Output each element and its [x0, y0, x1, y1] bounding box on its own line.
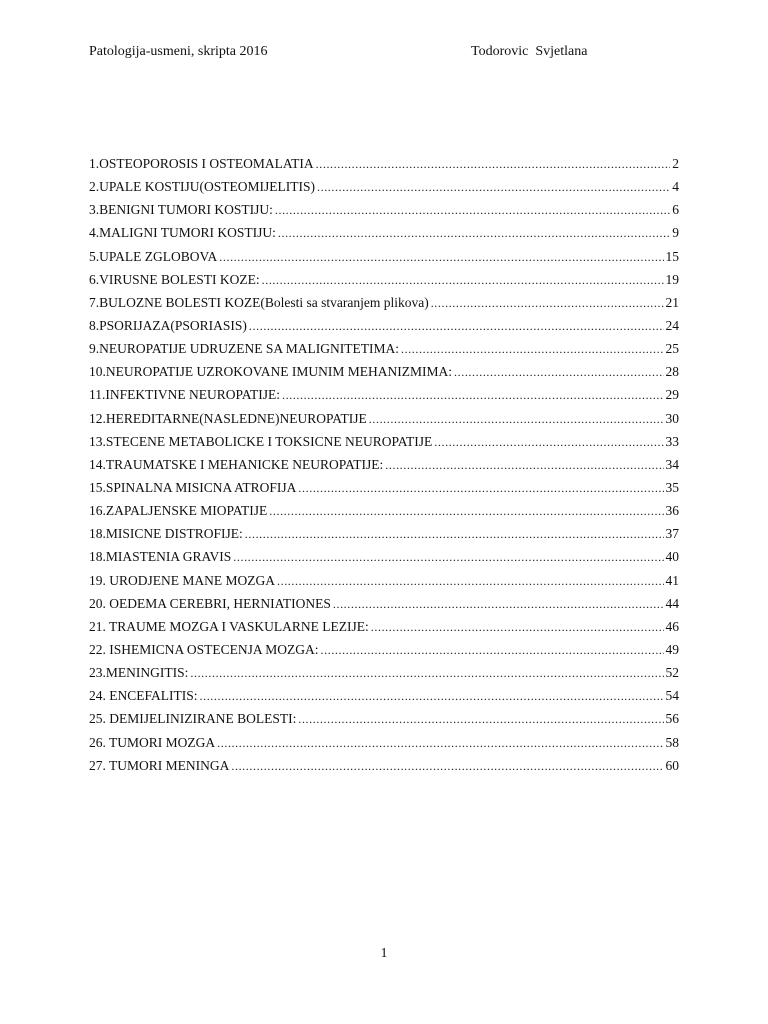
toc-entry-page: 40 — [665, 549, 679, 565]
toc-entry-page: 54 — [665, 688, 679, 704]
toc-entry[interactable] — [89, 596, 679, 619]
toc-entry[interactable] — [89, 387, 679, 410]
toc-dot-leader — [233, 549, 663, 565]
toc-dot-leader — [431, 295, 664, 311]
toc-entry-page: 36 — [665, 503, 679, 519]
toc-entry-title: 8.PSORIJAZA(PSORIASIS) — [89, 317, 247, 333]
toc-entry-title: 27. TUMORI MENINGA — [89, 757, 230, 773]
toc-dot-leader — [454, 364, 663, 380]
toc-entry-title: 9.NEUROPATIJE UDRUZENE SA MALIGNITETIMA: — [89, 341, 399, 357]
toc-entry[interactable] — [89, 457, 679, 480]
toc-entry-page: 4 — [672, 179, 679, 195]
toc-dot-leader — [249, 318, 664, 334]
toc-entry[interactable] — [89, 711, 679, 734]
toc-entry[interactable] — [89, 573, 679, 596]
toc-entry[interactable] — [89, 480, 679, 503]
toc-entry-page: 9 — [672, 225, 679, 241]
toc-entry-page: 30 — [665, 410, 679, 426]
toc-entry[interactable] — [89, 295, 679, 318]
toc-dot-leader — [275, 202, 670, 218]
toc-entry-page: 49 — [665, 641, 679, 657]
toc-entry-page: 28 — [665, 364, 679, 380]
toc-entry-title: 7.BULOZNE BOLESTI KOZE(Bolesti sa stvaranjem plikova) — [89, 294, 429, 310]
toc-entry-title: 5.UPALE ZGLOBOVA — [89, 248, 218, 264]
toc-entry-page: 19 — [665, 271, 679, 287]
page-header — [89, 44, 609, 64]
toc-entry-page: 46 — [665, 618, 679, 634]
toc-entry-title: 23.MENINGITIS: — [89, 665, 189, 681]
toc-entry[interactable] — [89, 318, 679, 341]
toc-entry[interactable] — [89, 735, 679, 758]
toc-entry-title: 26. TUMORI MOZGA — [89, 734, 216, 750]
toc-dot-leader — [434, 434, 663, 450]
toc-entry[interactable] — [89, 642, 679, 665]
toc-dot-leader — [219, 249, 663, 265]
toc-entry-title: 14.TRAUMATSKE I MEHANICKE NEUROPATIJE: — [89, 456, 384, 472]
toc-entry[interactable] — [89, 665, 679, 688]
toc-entry[interactable] — [89, 341, 679, 364]
toc-entry[interactable] — [89, 225, 679, 248]
toc-dot-leader — [316, 156, 671, 172]
toc-entry[interactable] — [89, 202, 679, 225]
toc-dot-leader — [282, 387, 664, 403]
toc-entry-page: 37 — [665, 526, 679, 542]
toc-entry-page: 2 — [672, 156, 679, 171]
toc-entry-page: 52 — [665, 665, 679, 681]
toc-entry-title: 24. ENCEFALITIS: — [89, 688, 198, 704]
toc-dot-leader — [277, 573, 664, 589]
toc-entry-page: 29 — [665, 387, 679, 403]
toc-entry[interactable] — [89, 619, 679, 642]
toc-dot-leader — [317, 179, 670, 195]
toc-entry-title: 25. DEMIJELINIZIRANE BOLESTI: — [89, 711, 297, 727]
toc-dot-leader — [200, 688, 664, 704]
toc-entry-title: 11.INFEKTIVNE NEUROPATIJE: — [89, 387, 280, 403]
toc-dot-leader — [321, 642, 664, 658]
toc-entry-page: 41 — [665, 572, 679, 588]
toc-entry[interactable] — [89, 526, 679, 549]
toc-entry-title: 4.MALIGNI TUMORI KOSTIJU: — [89, 225, 276, 241]
toc-entry-page: 24 — [665, 317, 679, 333]
toc-dot-leader — [217, 735, 663, 751]
toc-dot-leader — [333, 596, 664, 612]
toc-entry[interactable] — [89, 364, 679, 387]
toc-entry[interactable] — [89, 179, 679, 202]
toc-entry-title: 20. OEDEMA CEREBRI, HERNIATIONES — [89, 595, 331, 611]
toc-entry-title: 10.NEUROPATIJE UZROKOVANE IMUNIM MEHANIZMIMA: — [89, 364, 453, 380]
toc-entry-title: 13.STECENE METABOLICKE I TOKSICNE NEUROPATIJE — [89, 433, 433, 449]
toc-dot-leader — [278, 225, 670, 241]
page-number: 1 — [380, 946, 388, 961]
toc-dot-leader — [298, 711, 663, 727]
toc-dot-leader — [245, 526, 664, 542]
toc-entry[interactable] — [89, 156, 679, 179]
toc-entry-title: 16.ZAPALJENSKE MIOPATIJE — [89, 503, 268, 519]
document-title: Patologija-usmeni, skripta 2016 — [89, 44, 268, 59]
toc-entry-page: 6 — [672, 202, 679, 218]
toc-entry-page: 35 — [665, 479, 679, 495]
toc-entry[interactable] — [89, 503, 679, 526]
toc-entry-title: 6.VIRUSNE BOLESTI KOZE: — [89, 271, 260, 287]
toc-dot-leader — [371, 619, 664, 635]
toc-entry-title: 21. TRAUME MOZGA I VASKULARNE LEZIJE: — [89, 618, 369, 634]
toc-dot-leader — [385, 457, 663, 473]
toc-entry-title: 22. ISHEMICNA OSTECENJA MOZGA: — [89, 641, 319, 657]
toc-entry-title: 3.BENIGNI TUMORI KOSTIJU: — [89, 202, 273, 218]
toc-dot-leader — [231, 758, 663, 774]
toc-entry-page: 21 — [665, 294, 679, 310]
toc-entry-title: 1.OSTEOPOROSIS I OSTEOMALATIA — [89, 156, 314, 171]
toc-entry[interactable] — [89, 434, 679, 457]
toc-entry-title: 18.MISICNE DISTROFIJE: — [89, 526, 243, 542]
toc-entry-page: 58 — [665, 734, 679, 750]
toc-dot-leader — [262, 272, 664, 288]
toc-entry[interactable] — [89, 758, 679, 781]
toc-entry[interactable] — [89, 411, 679, 434]
toc-entry-page: 34 — [665, 456, 679, 472]
toc-entry-page: 15 — [665, 248, 679, 264]
toc-entry[interactable] — [89, 272, 679, 295]
toc-entry-page: 44 — [665, 595, 679, 611]
toc-entry-title: 15.SPINALNA MISICNA ATROFIJA — [89, 479, 297, 495]
toc-entry-page: 60 — [665, 757, 679, 773]
toc-entry[interactable] — [89, 549, 679, 572]
toc-entry-page: 25 — [665, 341, 679, 357]
toc-entry-title: 12.HEREDITARNE(NASLEDNE)NEUROPATIJE — [89, 410, 367, 426]
toc-entry-page: 33 — [665, 433, 679, 449]
toc-entry-title: 2.UPALE KOSTIJU(OSTEOMIJELITIS) — [89, 179, 315, 195]
toc-dot-leader — [269, 503, 663, 519]
toc-entry-title: 18.MIASTENIA GRAVIS — [89, 549, 232, 565]
toc-entry[interactable] — [89, 688, 679, 711]
toc-entry-page: 56 — [665, 711, 679, 727]
toc-entry-title: 19. URODJENE MANE MOZGA — [89, 572, 275, 588]
toc-dot-leader — [369, 411, 664, 427]
toc-dot-leader — [401, 341, 664, 357]
author-name: Todorovic Svjetlana — [471, 44, 588, 59]
toc-dot-leader — [190, 665, 663, 681]
toc-dot-leader — [298, 480, 663, 496]
toc-entry[interactable] — [89, 249, 679, 272]
table-of-contents — [89, 156, 679, 781]
